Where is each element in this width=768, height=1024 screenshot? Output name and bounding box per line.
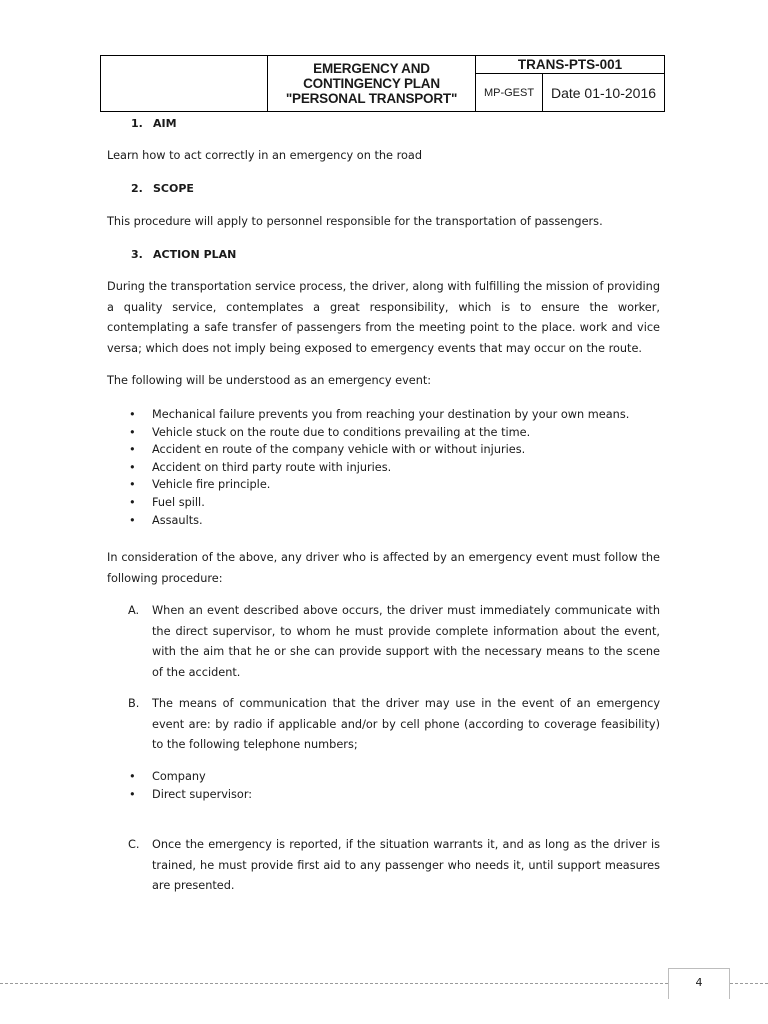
emergency-events-list: [107, 406, 629, 529]
events-intro: The following will be understood as an emergency event:: [107, 374, 432, 387]
procedure-step-a: [128, 601, 660, 683]
step-letter: C.: [128, 838, 140, 851]
action-plan-intro: During the transportation service process, the driver, along with fulfilling the mission of providing a quality service, contemplates a great responsibility, which is to ensure the worker, contemplating a safe transfer of passengers from the meeting point to the place. work and vice versa; which does not imply being exposed to emergency events that may occur on the route.: [107, 280, 660, 355]
footer-divider: [0, 983, 768, 984]
step-text: When an event described above occurs, the driver must immediately communicate with the direct supervisor, to whom he must provide complete information about the event, with the aim that he or she can provide support with the necessary means to the scene of the accident.: [152, 604, 660, 679]
page-number: 4: [668, 968, 730, 999]
list-item: [107, 406, 629, 424]
list-item-text: Accident en route of the company vehicle with or without injuries.: [152, 443, 526, 457]
section-title: SCOPE: [153, 182, 194, 195]
list-item: [107, 441, 629, 459]
bullet-icon: •: [129, 460, 136, 474]
scope-text: This procedure will apply to personnel responsible for the transportation of passengers.: [107, 215, 603, 228]
document-date: Date 01-10-2016: [543, 74, 665, 112]
bullet-icon: •: [129, 513, 136, 527]
section-number: 2.: [131, 182, 143, 195]
list-item-text: Accident on third party route with injuries.: [152, 460, 392, 474]
list-item: [107, 512, 629, 530]
bullet-icon: •: [129, 443, 136, 457]
bullet-icon: •: [129, 787, 136, 801]
title-line: CONTINGENCY PLAN: [303, 76, 440, 91]
step-letter: A.: [128, 604, 140, 617]
section-heading-action-plan: [131, 248, 236, 261]
list-item: [107, 768, 252, 786]
step-text: The means of communication that the driver may use in the event of an emergency event are: by radio if applicable and/or by cell phone (according to coverage feasibility) to the following telephone numbers;: [152, 697, 660, 751]
document-code: TRANS-PTS-001: [476, 56, 665, 74]
list-item: [107, 786, 252, 804]
section-number: 1.: [131, 117, 143, 130]
list-item-text: Company: [152, 770, 206, 783]
list-item: [107, 476, 629, 494]
procedure-step-b: [128, 694, 660, 756]
bullet-icon: •: [129, 408, 136, 421]
procedure-step-c: [128, 835, 660, 897]
list-item-text: Vehicle fire principle.: [152, 478, 271, 492]
list-item-text: Mechanical failure prevents you from reaching your destination by your own means.: [152, 408, 630, 421]
list-item-text: Direct supervisor:: [152, 787, 253, 801]
section-number: 3.: [131, 248, 143, 261]
list-item: [107, 459, 629, 477]
step-text: Once the emergency is reported, if the situation warrants it, and as long as the driver is trained, he must provide first aid to any passenger who needs it, until support measures are presented.: [152, 838, 660, 892]
list-item: [107, 494, 629, 512]
section-heading-scope: [131, 182, 194, 195]
section-title: AIM: [153, 117, 177, 130]
title-line: "PERSONAL TRANSPORT": [285, 91, 458, 106]
bullet-icon: •: [129, 425, 136, 439]
procedure-intro: In consideration of the above, any driver who is affected by an emergency event must follow the following procedure:: [107, 551, 660, 585]
logo-cell: [101, 56, 268, 112]
department-code: MP-GEST: [476, 74, 543, 112]
bullet-icon: •: [129, 478, 136, 492]
section-title: ACTION PLAN: [153, 248, 237, 261]
list-item: [107, 424, 629, 442]
document-title: [268, 56, 476, 112]
section-heading-aim: [131, 117, 177, 130]
title-line: EMERGENCY AND: [313, 61, 430, 76]
list-item-text: Assaults.: [152, 513, 203, 527]
aim-text: Learn how to act correctly in an emergency on the road: [107, 149, 422, 162]
list-item-text: Vehicle stuck on the route due to conditions prevailing at the time.: [152, 425, 531, 439]
step-letter: B.: [128, 697, 140, 710]
document-header: [100, 55, 665, 112]
contacts-list: [107, 768, 252, 803]
bullet-icon: •: [129, 495, 136, 509]
list-item-text: Fuel spill.: [152, 495, 205, 509]
bullet-icon: •: [129, 770, 136, 783]
